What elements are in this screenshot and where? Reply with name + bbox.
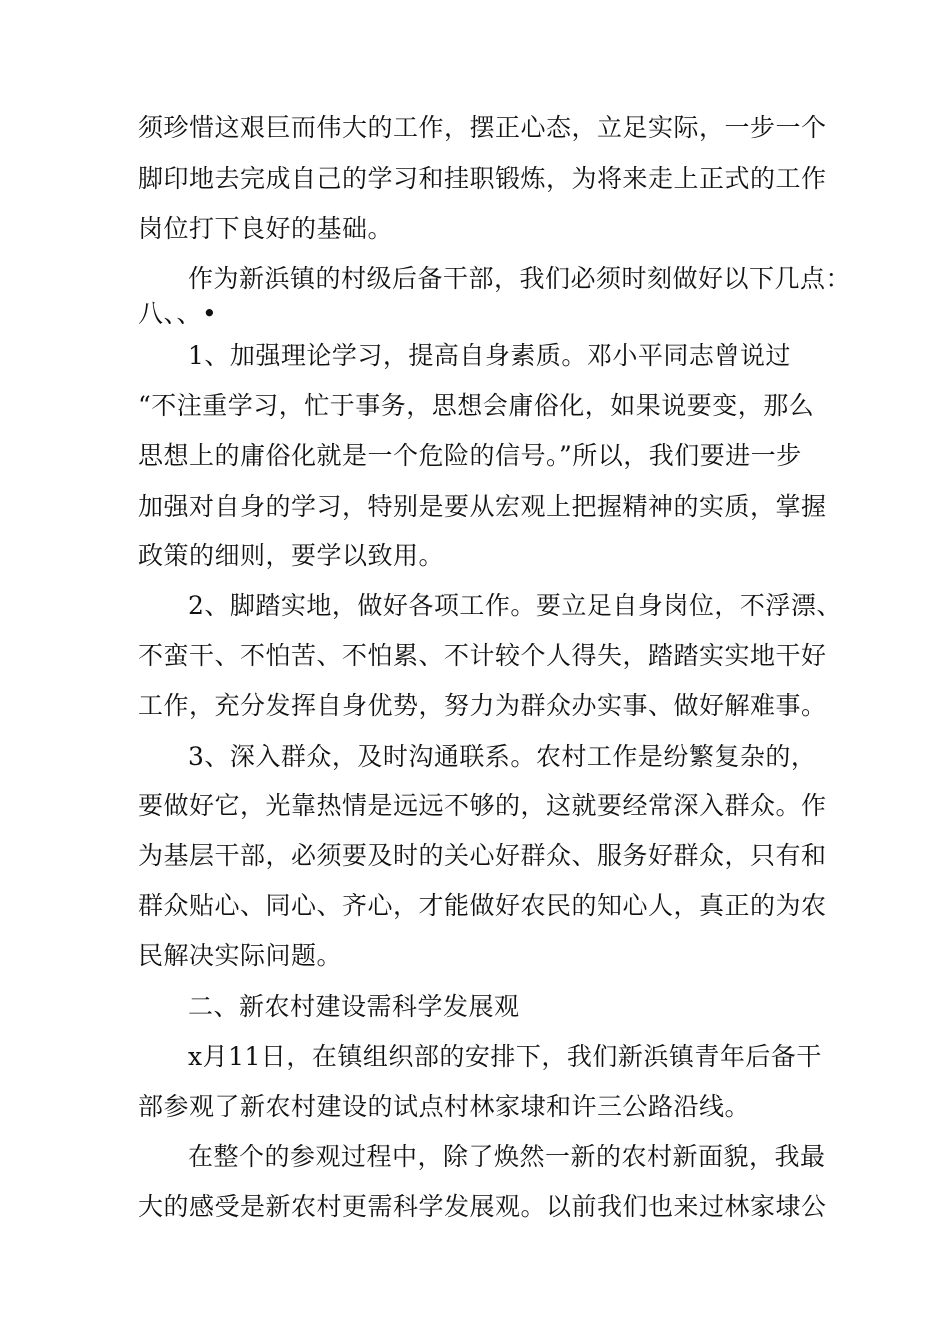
text-line: 不蛮干、不怕苦、不怕累、不计较个人得失，踏踏实实地干好 bbox=[138, 641, 827, 670]
text-line: 1、加强理论学习，提高自身素质。邓小平同志曾说过 bbox=[188, 341, 791, 370]
text-line: 大的感受是新农村更需科学发展观。以前我们也来过林家埭公 bbox=[138, 1192, 827, 1221]
text-line: 民解决实际问题。 bbox=[138, 941, 343, 970]
text-line: x月11日，在镇组织部的安排下，我们新浜镇青年后备干 bbox=[188, 1042, 822, 1071]
text-line: 脚印地去完成自己的学习和挂职锻炼，为将来走上正式的工作 bbox=[138, 164, 827, 193]
text-line: 在整个的参观过程中，除了焕然一新的农村新面貌，我最 bbox=[188, 1142, 826, 1171]
text-line: 要做好它，光靠热情是远远不够的，这就要经常深入群众。作 bbox=[138, 791, 827, 820]
text-line: 须珍惜这艰巨而伟大的工作，摆正心态，立足实际，一步一个 bbox=[138, 113, 827, 142]
text-line: 作为新浜镇的村级后备干部，我们必须时刻做好以下几点： bbox=[188, 264, 852, 293]
section-heading: 二、新农村建设需科学发展观 bbox=[188, 992, 520, 1021]
text-line: 加强对自身的学习，特别是要从宏观上把握精神的实质，掌握 bbox=[138, 492, 827, 521]
text-line: 2、脚踏实地，做好各项工作。要立足自身岗位，不浮漂、 bbox=[188, 591, 842, 620]
text-line: 政策的细则，要学以致用。 bbox=[138, 541, 445, 570]
text-line: 八、、• bbox=[138, 299, 218, 328]
text-line: 群众贴心、同心、齐心，才能做好农民的知心人，真正的为农 bbox=[138, 891, 827, 920]
text-line: 工作，充分发挥自身优势，努力为群众办实事、做好解难事。 bbox=[138, 691, 827, 720]
text-line: “不注重学习，忙于事务，思想会庸俗化，如果说要变，那么 bbox=[138, 391, 815, 420]
text-line: 部参观了新农村建设的试点村林家埭和许三公路沿线。 bbox=[138, 1092, 751, 1121]
text-line: 岗位打下良好的基础。 bbox=[138, 214, 394, 243]
text-line: 3、深入群众，及时沟通联系。农村工作是纷繁复杂的， bbox=[188, 742, 817, 771]
text-line: 为基层干部，必须要及时的关心好群众、服务好群众，只有和 bbox=[138, 841, 827, 870]
text-line: 思想上的庸俗化就是一个危险的信号。”所以，我们要进一步 bbox=[138, 441, 802, 470]
